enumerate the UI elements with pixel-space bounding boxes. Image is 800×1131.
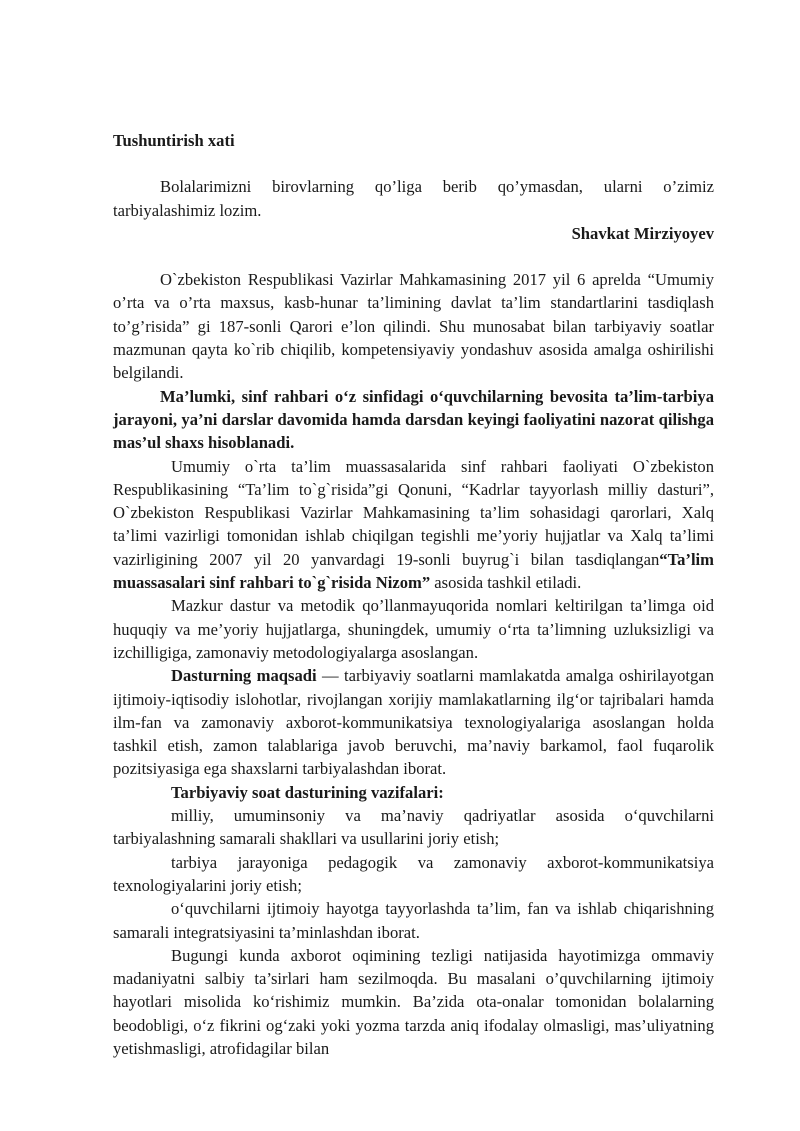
program-goal-text: — tarbiyaviy soatlarni mamlakatda amalga oshirilayotgan ijtimoiy-iqtisodiy islohotlar, rivojlangan xorijiy mamlakatlarning ilg‘or tajribalari hamda ilm-fan va zamonaviy axborot-kommunikatsiya texnologiyalariga asoslangan holda tashkil etish, zamon talablariga javob beruvchi, ma’naviy barkamol, faol fuqarolik pozitsiyasiga ega shaxslarni tarbiyalashdan iborat. xyxy=(113,666,714,779)
paragraph-program-goal xyxy=(113,664,714,780)
legal-basis-regulation: “Ta’lim muassasalari sinf rahbari to`g`risida Nizom” xyxy=(113,549,714,593)
legal-basis-text: Umumiy o`rta ta’lim muassasalarida sinf rahbari faoliyati O`zbekiston Respublikasining “Ta’lim to`g`risida”gi Qonuni, “Kadrlar tayyorlash milliy dasturi”, O`zbekiston Respublikasi Vazirlar Mahkamasining ta’lim sohasidagi qarorlari, Xalq ta’limi vazirligi tomonidan ishlab chiqilgan tegishli me’yoriy hujjatlar va Xalq ta’limi vazirligining 2007 yil 20 yanvardagi 19-sonli buyrug`i bilan tasdiqlangan xyxy=(113,456,714,569)
tasks-heading xyxy=(113,781,714,804)
paragraph-resolution: O`zbekiston Respublikasi Vazirlar Mahkamasining 2017 yil 6 aprelda “Umumiy o’rta va o’rta maxsus, kasb-hunar ta’limining davlat ta’lim standartlarini tasdiqlash to’g’risida” gi 187-sonli Qarori e’lon qilindi. Shu munosabat bilan tarbiyaviy soatlar mazmunan qayta ko`rib chiqilib, kompetensiyaviy yondashuv asosida amalga oshirilishi belgilandi. xyxy=(113,270,714,383)
paragraph-class-teacher-role-text: Ma’lumki, sinf rahbari o‘z sinfidagi o‘quvchilarning bevosita ta’lim-tarbiya jarayoni, ya’ni darslar davomida hamda darsdan keyingi faoliyatini nazorat qilishga mas’ul shaxs hisoblanadi. xyxy=(113,386,714,453)
task-item: tarbiya jarayoniga pedagogik va zamonaviy axborot-kommunikatsiya texnologiyalarini joriy etish; xyxy=(113,852,714,895)
epigraph-author: Shavkat Mirziyoyev xyxy=(571,223,714,243)
program-goal-label: Dasturning maqsadi xyxy=(171,666,317,686)
epigraph-text: Bolalarimizni birovlarning qo’liga berib qo’ymasdan, ularni o’zimiz tarbiyalashimiz lozim. xyxy=(113,177,714,220)
spacer xyxy=(113,245,714,268)
paragraph-class-teacher-role xyxy=(113,385,714,455)
paragraph-manual: Mazkur dastur va metodik qo’llanmayuqorida nomlari keltirilgan ta’limga oid huquqiy va me’yoriy hujjatlarga, shuningdek, umumiy o‘rta ta’limning uzluksizligi va izchilligiga, zamonaviy metodologiyalarga asoslangan. xyxy=(113,596,714,662)
paragraph-legal-basis xyxy=(113,455,714,595)
document-title: Tushuntirish xati xyxy=(113,131,235,150)
spacer xyxy=(113,152,714,175)
task-item: o‘quvchilarni ijtimoiy hayotga tayyorlashda ta’lim, fan va ishlab chiqarishning samarali integratsiyasini ta’minlashdan iborat. xyxy=(113,899,714,942)
task-item: milliy, umuminsoniy va ma’naviy qadriyatlar asosida o‘quvchilarni tarbiyalashning samarali shakllari va usullarini joriy etish; xyxy=(113,806,714,849)
legal-basis-end: asosida tashkil etiladi. xyxy=(430,573,582,593)
tasks-heading-text: Tarbiyaviy soat dasturining vazifalari: xyxy=(171,782,444,802)
paragraph-mass-culture: Bugungi kunda axborot oqimining tezligi natijasida hayotimizga ommaviy madaniyatni salbiy ta’sirlari ham sezilmoqda. Bu masalani o’quvchilarning ijtimoiy hayotlari misolida ko‘rishimiz mumkin. Ba’zida ota-onalar tomonidan bolalarning beodobligi, o‘z fikrini og‘zaki yoki yozma tarzda aniq ifodalay olmasligi, mas’uliyatning yetishmasligi, atrofidagilar bilan xyxy=(113,945,714,1058)
